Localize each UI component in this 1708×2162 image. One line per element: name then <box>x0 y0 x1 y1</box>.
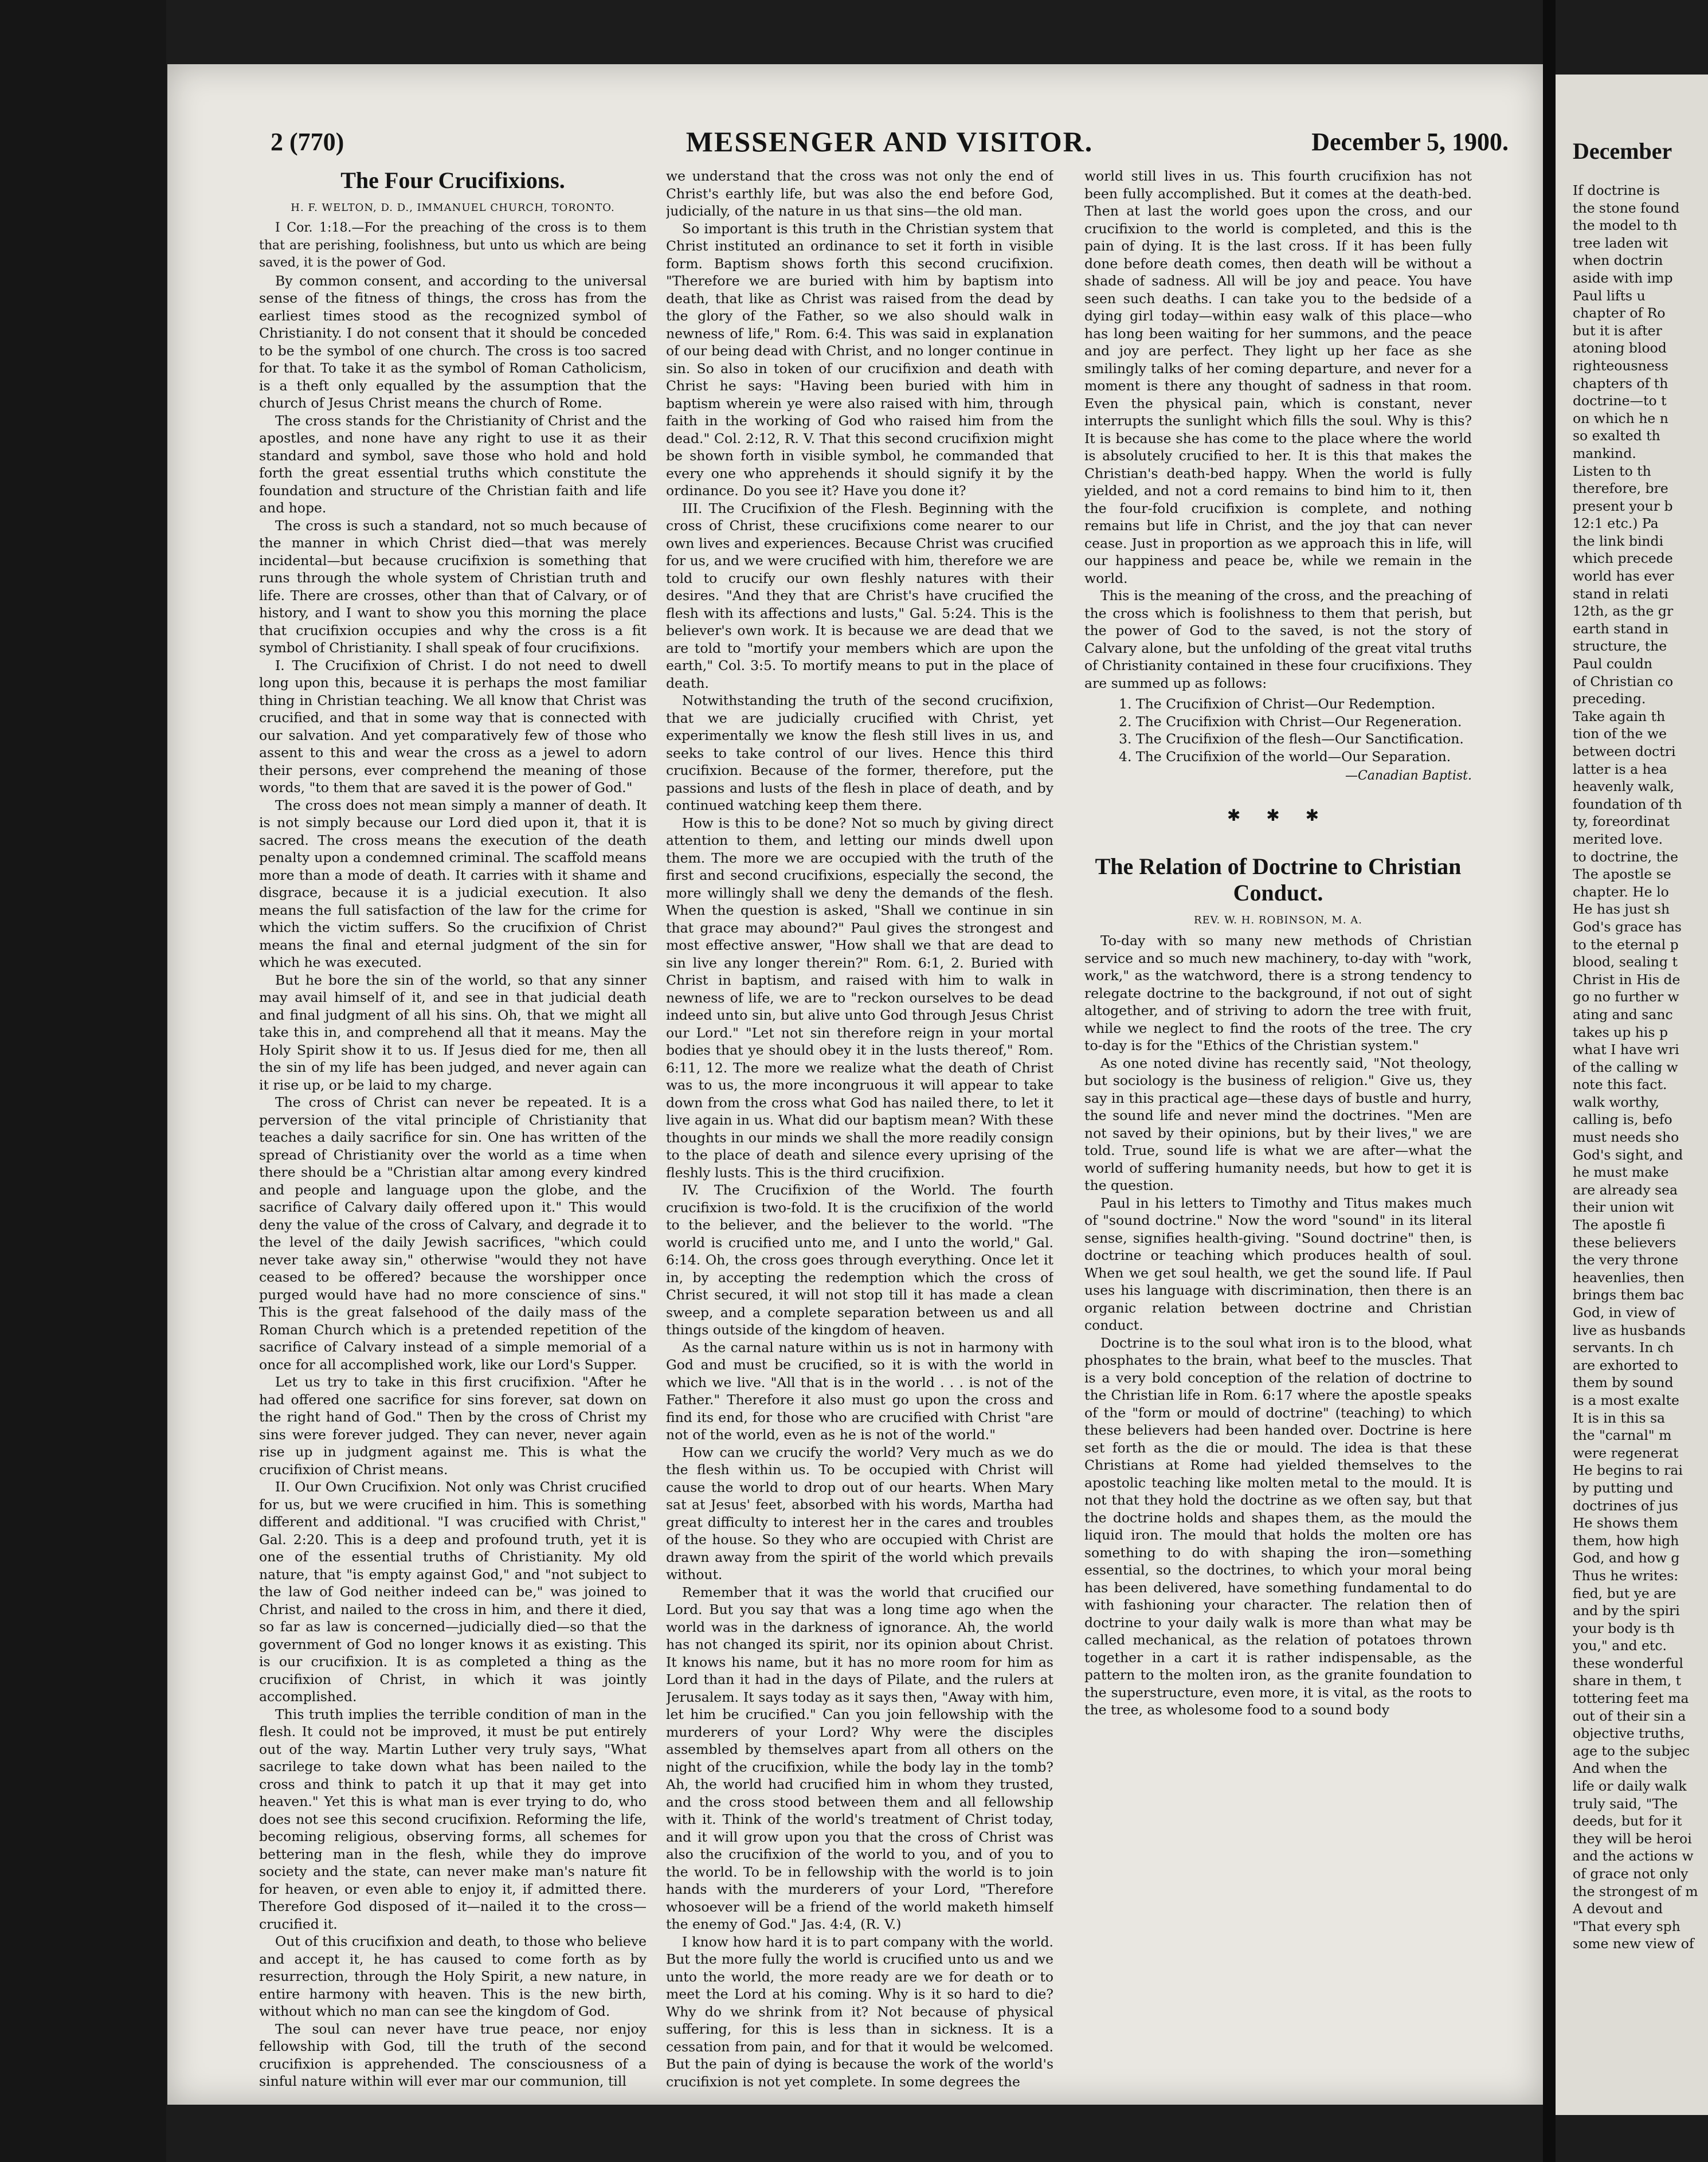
paragraph: How can we crucify the world? Very much as we do the flesh within us. To be occupied with Christ will cause the world to drop out of our hearts. When Mary sat at Jesus' feet, absorbed with his words, Martha had great difficulty to interest her in the cares and troubles of the house. So they who are occupied with Christ are drawn away from the spirit of the world which prevails without. <box>666 1444 1053 1583</box>
text-line: blood, sealing t <box>1573 954 1678 970</box>
text-line: The apostle fi <box>1573 1217 1666 1233</box>
text-line: truly said, "The <box>1573 1795 1678 1812</box>
adjacent-page-text <box>1556 182 1708 1953</box>
paragraph: II. Our Own Crucifixion. Not only was Christ crucified for us, but we were crucified in him. This is something different and additional. "I was crucified with Christ," Gal. 2:20. This is a deep and profound truth, yet it is one of the essential truths of Christianity. My old nature, that "is empty against God," and "not subject to the law of God neither indeed can be," was joined to Christ, and nailed to the cross in him, and there it died, so far as law is concerned—judicially died—so that the government of God no longer knows it as existing. This is our crucifixion. It is as completed a thing as the crucifixion of Christ, in which it was jointly accomplished. <box>259 1479 647 1705</box>
masthead: MESSENGER AND VISITOR. <box>685 126 1094 158</box>
text-line: of the calling w <box>1573 1059 1678 1075</box>
paragraph: The cross is such a standard, not so much because of the manner in which Christ died—that was merely incidental—but because crucifixion is something that runs through the whole system of Christian truth and life. There are crosses, other than that of Calvary, or of history, and I want to show you this morning the place that crucifixion occupies and why the cross is a fit symbol of Christianity. I shall speak of four crucifixions. <box>259 517 647 656</box>
text-line: doctrines of jus <box>1573 1497 1678 1514</box>
text-line: "That every sph <box>1573 1918 1680 1934</box>
text-line: the model to th <box>1573 217 1677 234</box>
paragraph: But he bore the sin of the world, so that any sinner may avail himself of it, and see in that judicial death and final judgment of all his sins. Oh, that we might all take this in, and comprehend all that it means. May the Holy Spirit show it to us. If Jesus died for me, then all the sin of my life has been judged, and never again can it rise up, or be laid to my charge. <box>259 972 647 1093</box>
text-line: He shows them <box>1573 1515 1678 1532</box>
text-line: therefore, bre <box>1573 480 1668 497</box>
article-byline-2: REV. W. H. ROBINSON, M. A. <box>1193 914 1363 926</box>
text-line: present your b <box>1573 498 1673 514</box>
paragraph: This is the meaning of the cross, and the preaching of the cross which is foolishness to them that perish, but the power of God to the saved, is not the story of Calvary alone, but the unfolding of the great vital truths of Christianity contained in these four crucifixions. They are summed up as follows: <box>1084 588 1472 691</box>
text-line: the link bindi <box>1573 532 1664 549</box>
column-1 <box>259 167 647 2099</box>
paragraph: So important is this truth in the Christian system that Christ instituted an ordinance to set it forth in visible form. Baptism shows forth this second crucifixion. "Therefore we are buried with him by baptism into death, that like as Christ was raised from the dead by the glory of the Father, so we also should walk in newness of life," Rom. 6:4. This was said in explanation of our being dead with Christ, and no longer continue in sin. So also in token of our crucifixion and death with Christ he says: "Having been buried with him in baptism wherein ye were also raised with him, through faith in the working of God who raised him from the dead." Col. 2:12, R. V. That this second crucifixion might be shown forth in visible symbol, he commanded that every one who apprehends it should signify it by the ordinance. Do you see it? Have you done it? <box>666 220 1053 499</box>
scan-left-margin <box>0 0 166 2162</box>
paragraph: The cross does not mean simply a manner of death. It is not simply because our Lord died upon it, that it is sacred. The cross means the execution of the death penalty upon a condemned criminal. The scaffold means more than a mode of death. It carries with it shame and disgrace, because it is a judicial execution. It also means the full satisfaction of the law for the crime for which the victim suffers. So the crucifixion of Christ means the final and eternal judgment of the sin for which he was executed. <box>259 797 647 970</box>
text-line: earth stand in <box>1573 620 1669 637</box>
text-line: note this fact. <box>1573 1076 1667 1093</box>
text-line: the "carnal" m <box>1573 1427 1672 1444</box>
paragraph: Remember that it was the world that crucified our Lord. But you say that was a long time ago when the world was in the darkness of ignorance. Ah, the world has not changed its spirit, nor its opinion about Christ. It knows his name, but it has no more room for him as Lord than it had in the days of Pilate, and the rulers at Jerusalem. It says today as it says then, "Away with him, let him be crucified." Can you join fellowship with the murderers of your Lord? Why were the disciples assembled by themselves apart from all others on the night of the crucifixion, while the body lay in the tomb? Ah, the world had crucified him in whom they trusted, and the cross stood between them and all fellowship with it. Think of the world's treatment of Christ today, and it will grow upon you that the cross of Christ was also the crucifixion of the world to you, and of you to the world. To be in fellowship with the world is to join hands with the murderers of your Lord, "Therefore whosoever will be a friend of the world maketh himself the enemy of God." Jas. 4:4, (R. V.) <box>666 1584 1053 1932</box>
text-line: are exhorted to <box>1573 1357 1678 1373</box>
text-line: tree laden wit <box>1573 234 1668 251</box>
article-title-2: The Relation of Doctrine to Christian Conduct. <box>1095 853 1462 906</box>
text-line: Listen to th <box>1573 463 1651 479</box>
text-line: takes up his p <box>1573 1024 1668 1040</box>
paragraph: I Cor. 1:18.—For the preaching of the cross is to them that are perishing, foolishness, but unto us which are being saved, it is the power of God. <box>259 221 647 270</box>
text-line: the very throne <box>1573 1252 1679 1268</box>
paragraph: The cross of Christ can never be repeated. It is a perversion of the vital principle of Christianity that teaches a daily sacrifice for sin. One has written of the spread of Christianity over the world as a time when there should be a "Christian altar among every kindred and people and language upon the globe, and the sacrifice of Calvary daily offered upon it." This would deny the value of the cross of Calvary, and degrade it to the level of the daily Jewish sacrifices, "which could never take away sin," otherwise "would they not have ceased to be offered? because the worshipper once purged would have had no more conscience of sins." This is the great falsehood of the daily mass of the Roman Church which is a pretended repetition of the sacrifice of Calvary instead of a simple memorial of a once for all accomplished work, like our Lord's Supper. <box>259 1094 647 1373</box>
summary-list <box>1084 695 1472 765</box>
text-line: ty, foreordinat <box>1573 813 1670 830</box>
text-line: which precede <box>1573 550 1673 567</box>
text-line: of grace not only <box>1573 1866 1689 1882</box>
text-line: by putting und <box>1573 1479 1674 1496</box>
article-byline: H. F. WELTON, D. D., IMMANUEL CHURCH, TORONTO. <box>291 202 615 214</box>
text-line: must needs sho <box>1573 1129 1679 1146</box>
text-line: they will be heroi <box>1573 1830 1692 1847</box>
text-line: go no further w <box>1573 989 1679 1005</box>
paragraph: To-day with so many new methods of Christian service and so much new machinery, to-day with "work, work," as the watchword, there is a strong tendency to relegate doctrine to the background, if not out of sight altogether, and of striving to adorn the tree with fruit, while we neglect to find the roots of the tree. The cry to-day is for the "Ethics of the Christian system." <box>1084 933 1472 1053</box>
text-line: calling is, befo <box>1573 1111 1672 1128</box>
paragraph: world still lives in us. This fourth crucifixion has not been fully accomplished. But it comes at the death-bed. Then at last the world goes upon the cross, and our crucifixion to the world is completed, and this is the pain of dying. It is the last cross. If it has been fully done before death comes, then death will be without a shade of sadness. All will be joy and peace. You have seen such deaths. I can take you to the bedside of a dying girl today—within easy walk of this place—who has long been waiting for her summons, and the peace and joy are perfect. They light up her face as she smilingly talks of her coming departure, and never for a moment is there any thought of sadness in that room. Even the physical pain, which is constant, never interrupts the sunlight which fills the soul. Why is this? It is because she has come to the place where the world is absolutely crucified to her. It is this that makes the Christian's death-bed happy. When the world is fully yielded, and not a cord remains to bind him to it, then the four-fold crucifixion is complete, and nothing remains but life in Christ, and the joy that can never cease. Just in proportion as we approach this in life, will our happiness and peace be, while we remain in the world. <box>1084 168 1472 586</box>
text-line: is a most exalte <box>1573 1392 1679 1408</box>
text-line: Thus he writes: <box>1573 1567 1679 1584</box>
summary-item: 1. The Crucifixion of Christ—Our Redemption. <box>1119 696 1436 712</box>
paragraph: I. The Crucifixion of Christ. I do not need to dwell long upon this, because it is perhaps the most familiar thing in Christian teaching. We all know that Christ was crucified, and that in some way that is connected with our salvation. And yet comparatively few of those who assent to this and wear the cross as a jewel to adorn their persons, ever comprehend the meaning of those words, "to them that are saved it is the power of God." <box>259 657 647 796</box>
adjacent-page-header: December <box>1573 138 1672 164</box>
text-line: these believers <box>1573 1234 1676 1251</box>
text-line: and the actions w <box>1573 1848 1694 1865</box>
paragraph: I know how hard it is to part company with the world. But the more fully the world is crucified unto us and we unto the world, the more ready are we for death or to meet the Lord at his coming. Why is it so hard to die? Why do we shrink from it? Not because of physical suffering, for this is less than in sickness. It is a cessation from pain, and for that it would be welcomed. But the pain of dying is because the work of the world's crucifixion is not yet complete. In some degrees the <box>666 1933 1053 2090</box>
text-line: the strongest of m <box>1573 1883 1698 1899</box>
text-line: are already sea <box>1573 1181 1678 1198</box>
paragraph: we understand that the cross was not only the end of Christ's earthly life, but was also the end before God, judicially, of the nature in us that sins—the old man. <box>666 168 1053 219</box>
text-line: on which he n <box>1573 410 1668 426</box>
text-line: Paul lifts u <box>1573 287 1646 304</box>
text-line: A devout and <box>1573 1901 1663 1917</box>
text-line: age to the subjec <box>1573 1742 1690 1759</box>
text-line: chapter of Ro <box>1573 305 1666 322</box>
text-line: share in them, t <box>1573 1673 1682 1689</box>
text-line: God's grace has <box>1573 918 1682 935</box>
text-line: chapter. He lo <box>1573 883 1669 900</box>
text-line: Christ in His de <box>1573 971 1680 988</box>
text-line: out of their sin a <box>1573 1707 1686 1724</box>
text-line: He begins to rai <box>1573 1462 1683 1479</box>
column-text <box>1084 167 1472 692</box>
text-line: brings them bac <box>1573 1287 1684 1303</box>
text-line: foundation of th <box>1573 796 1682 812</box>
paragraph: Let us try to take in this first crucifixion. "After he had offered one sacrifice for sins forever, sat down on the right hand of God." Then by the cross of Christ my sins were forever judged. They can never, never again rise up in judgment against me. This is what the crucifixion of Christ means. <box>259 1374 647 1478</box>
paragraph: Doctrine is to the soul what iron is to the blood, what phosphates to the brain, what beef to the muscles. That is a very bold conception of the relation of doctrine to the Christian life in Rom. 6:17 where the apostle speaks of the "form or mould of doctrine" (teaching) to which these believers had been handed over. Doctrine is here set forth as the die or mould. The idea is that these Christians at Rome had yielded themselves to the apostolic teaching like molten metal to the mould. It is not that they hold the doctrine as we often say, but that the doctrine holds and shapes them, as the mould the liquid iron. The mould that holds the molten ore has something to do with shaping the iron—something essential, so the doctrines, to which your moral being has been delivered, have something fundamental to do with fashioning your character. The relation then of doctrine to your daily walk is more than what may be called mechanical, as the relation of potatoes thrown together in a cart it is rather indispensable, as the pattern to the molten iron, as the granite foundation to the superstructure, even more, it is vital, as the roots to the tree, as wholesome food to a sound body <box>1084 1334 1472 1718</box>
text-line: atoning blood <box>1573 340 1667 357</box>
paragraph: Paul in his letters to Timothy and Titus makes much of "sound doctrine." Now the word "sound" in its literal sense, signifies health-giving. "Sound doctrine" then, is doctrine or teaching which produces health of soul. When we get soul health, we get the sound life. If Paul uses his language with discrimination, then there is an organic relation between doctrine and Christian conduct. <box>1084 1194 1472 1333</box>
text-line: what I have wri <box>1573 1041 1679 1058</box>
text-line: latter is a hea <box>1573 761 1667 777</box>
paragraph: IV. The Crucifixion of the World. The fourth crucifixion is two-fold. It is the crucifixion of the world to the believer, and the believer to the world. "The world is crucified unto me, and I unto the world," Gal. 6:14. Oh, the cross goes through everything. Once let it in, by accepting the redemption which the cross of Christ secured, it will not stop till it has made a clean sweep, and a complete separation between us and all things outside of the kingdom of heaven. <box>666 1182 1053 1338</box>
text-line: ating and sanc <box>1573 1006 1673 1023</box>
section-separator: ✱ ✱ ✱ <box>1227 806 1330 825</box>
column-text <box>259 220 647 2090</box>
text-line: doctrine—to t <box>1573 393 1667 409</box>
text-line: God, in view of <box>1573 1305 1675 1321</box>
text-line: preceding. <box>1573 691 1646 707</box>
text-line: objective truths, <box>1573 1725 1685 1742</box>
page-number: 2 (770) <box>271 128 344 156</box>
text-line: structure, the <box>1573 638 1667 655</box>
text-line: God's sight, and <box>1573 1146 1683 1163</box>
text-line: Paul couldn <box>1573 656 1653 672</box>
column-2 <box>666 167 1053 2099</box>
text-line: If doctrine is <box>1573 182 1660 198</box>
text-line: life or daily walk <box>1573 1778 1687 1795</box>
paragraph: The cross stands for the Christianity of Christ and the apostles, and none have any right to use it as their standard and symbol, save those who hold and hold forth the great essential truths which constitute the foundation and structure of the Christian faith and life and hope. <box>259 412 647 516</box>
article-source: —Canadian Baptist. <box>1345 769 1472 783</box>
text-line: The apostle se <box>1573 866 1671 883</box>
paragraph: As the carnal nature within us is not in harmony with God and must be crucified, so it is with the world in which we live. "All that is in the world . . . is not of the Father." Therefore it also must go upon the cross and find its end, for those who are crucified with Christ "are not of the world, even as he is not of the world." <box>666 1339 1053 1443</box>
summary-item: 2. The Crucifixion with Christ—Our Regeneration. <box>1119 713 1462 730</box>
text-line: tottering feet ma <box>1573 1690 1689 1707</box>
text-line: them, how high <box>1573 1532 1679 1549</box>
text-line: your body is th <box>1573 1620 1675 1636</box>
text-line: 12th, as the gr <box>1573 603 1674 620</box>
text-line: you," and etc. <box>1573 1638 1667 1654</box>
column-text-2 <box>1084 932 1472 1719</box>
text-line: And when the <box>1573 1760 1667 1777</box>
text-line: of Christian co <box>1573 673 1674 690</box>
article-title: The Four Crucifixions. <box>340 167 565 193</box>
text-line: deeds, but for it <box>1573 1813 1682 1830</box>
paragraph: This truth implies the terrible condition of man in the flesh. It could not be improved, it must be put entirely out of the way. Martin Luther very truly says, "What sacrilege to take down what has been nailed to the cross and think to patch it up that it may get into heaven." Yet this is what man is ever trying to do, who does not see this second crucifixion. Reforming the life, becoming religious, observing forms, all schemes for bettering man in the flesh, while they do improve society and the state, can never make man's nature fit for heaven, or even able to enjoy it, if admitted there. Therefore God disposed of it—nailed it to the cross—crucified it. <box>259 1706 647 1932</box>
text-line: merited love. <box>1573 831 1663 847</box>
page-header <box>271 122 1509 167</box>
column-3 <box>1084 167 1472 2099</box>
text-line: God, and how g <box>1573 1550 1680 1566</box>
text-line: these wonderful <box>1573 1655 1683 1671</box>
paragraph: Out of this crucifixion and death, to those who believe and accept it, he has caused to come forth as by resurrection, through the Holy Spirit, a new nature, in entire harmony with heaven. This is the new birth, without which no man can see the kingdom of God. <box>259 1933 647 2019</box>
text-line: to doctrine, the <box>1573 848 1679 865</box>
text-line: walk worthy, <box>1573 1094 1660 1110</box>
newspaper-page <box>167 64 1543 2105</box>
text-line: mankind. <box>1573 445 1636 461</box>
paragraph: Notwithstanding the truth of the second crucifixion, that we are judicially crucified with Christ, yet experimentally we know the flesh still lives in us, and seeks to take control of our lives. Hence this third crucifixion. Because of the former, therefore, put the passions and lusts of the flesh in place of death, and by continued watching keep them there. <box>666 692 1053 813</box>
paragraph: The soul can never have true peace, nor enjoy fellowship with God, till the truth of the second crucifixion is apprehended. The consciousness of a sinful nature within will ever mar our communion, till <box>259 2020 647 2089</box>
paragraph: III. The Crucifixion of the Flesh. Beginning with the cross of Christ, these crucifixions come nearer to our own lives and experiences. Because Christ was crucified for us, and we were crucified with him, therefore we are told to crucify our own fleshly natures with their desires. "And they that are Christ's have crucified the flesh with its affections and lusts," Gal. 5:24. This is the believer's own work. It is because we are dead that we are told to "mortify your members which are upon the earth," Col. 3:5. To mortify means to put in the place of death. <box>666 500 1053 691</box>
text-line: their union wit <box>1573 1199 1674 1216</box>
text-line: It is in this sa <box>1573 1409 1666 1426</box>
adjacent-page <box>1556 75 1708 2115</box>
text-line: He has just sh <box>1573 901 1670 918</box>
paragraph: How is this to be done? Not so much by giving direct attention to them, and letting our minds dwell upon them. The more we are occupied with the truth of the first and second crucifixions, especially the second, the more willingly shall we deny the demands of the flesh. When the question is asked, "Shall we continue in sin that grace may abound?" Paul gives the strongest and most effective answer, "How shall we that are dead to sin live any longer therein?" Rom. 6:1, 2. Buried with Christ in baptism, and raised with him to walk in newness of life, we are to "reckon ourselves to be dead indeed unto sin, but alive unto God through Jesus Christ our Lord." "Let not sin therefore reign in your mortal bodies that ye should obey it in the lusts thereof," Rom. 6:11, 12. The more we realize what the death of Christ was to us, the more incongruous it will appear to take down from the cross what God has nailed there, to let it live again in us. What did our baptism mean? With these thoughts in our minds we shall the more readily consign to the place of death and silence every uprising of the fleshly lusts. This is the third crucifixion. <box>666 814 1053 1181</box>
text-line: he must make <box>1573 1164 1669 1181</box>
text-line: live as husbands <box>1573 1322 1686 1338</box>
issue-date: December 5, 1900. <box>1311 128 1509 156</box>
text-line: when doctrin <box>1573 252 1663 269</box>
text-line: were regenerat <box>1573 1444 1679 1461</box>
text-line: so exalted th <box>1573 428 1660 444</box>
text-line: some new view of <box>1573 1936 1694 1952</box>
text-line: and by the spiri <box>1573 1603 1680 1619</box>
text-line: 12:1 etc.) Pa <box>1573 515 1659 532</box>
column-text <box>666 167 1053 2090</box>
text-line: tion of the we <box>1573 726 1667 742</box>
paragraph: As one noted divine has recently said, "Not theology, but sociology is the business of religion." Give us, they say in this practical age—these days of bustle and hurry, the sound life and never mind the doctrines. "Men are not saved by their opinions, but by their lives," we are told. True, sound life is what we are after—what the world of suffering humanity needs, but how to get it is the question. <box>1084 1055 1472 1193</box>
text-line: heavenlies, then <box>1573 1269 1685 1286</box>
text-line: world has ever <box>1573 568 1674 585</box>
text-line: fied, but ye are <box>1573 1585 1676 1601</box>
text-line: servants. In ch <box>1573 1340 1674 1356</box>
summary-item: 3. The Crucifixion of the flesh—Our Sanctification. <box>1119 731 1464 747</box>
text-line: Take again th <box>1573 708 1666 724</box>
text-line: but it is after <box>1573 322 1662 339</box>
text-line: heavenly walk, <box>1573 778 1674 795</box>
paragraph: By common consent, and according to the universal sense of the fitness of things, the cross has from the earliest times stood as the recognized symbol of Christianity. I do not consent that it should be conceded to be the symbol of one church. The cross is too sacred for that. To take it as the symbol of Roman Catholicism, is a theft only equalled by the assumption that the church of Jesus Christ means the church of Rome. <box>259 272 647 411</box>
text-line: the stone found <box>1573 199 1680 216</box>
text-line: to the eternal p <box>1573 936 1679 953</box>
text-line: righteousness <box>1573 357 1668 374</box>
text-line: aside with imp <box>1573 269 1673 286</box>
summary-item: 4. The Crucifixion of the world—Our Separation. <box>1119 748 1451 765</box>
text-line: them by sound <box>1573 1374 1674 1391</box>
text-line: stand in relati <box>1573 585 1668 602</box>
text-line: chapters of th <box>1573 375 1668 391</box>
page-gutter <box>1543 0 1556 2162</box>
text-line: between doctri <box>1573 743 1676 759</box>
